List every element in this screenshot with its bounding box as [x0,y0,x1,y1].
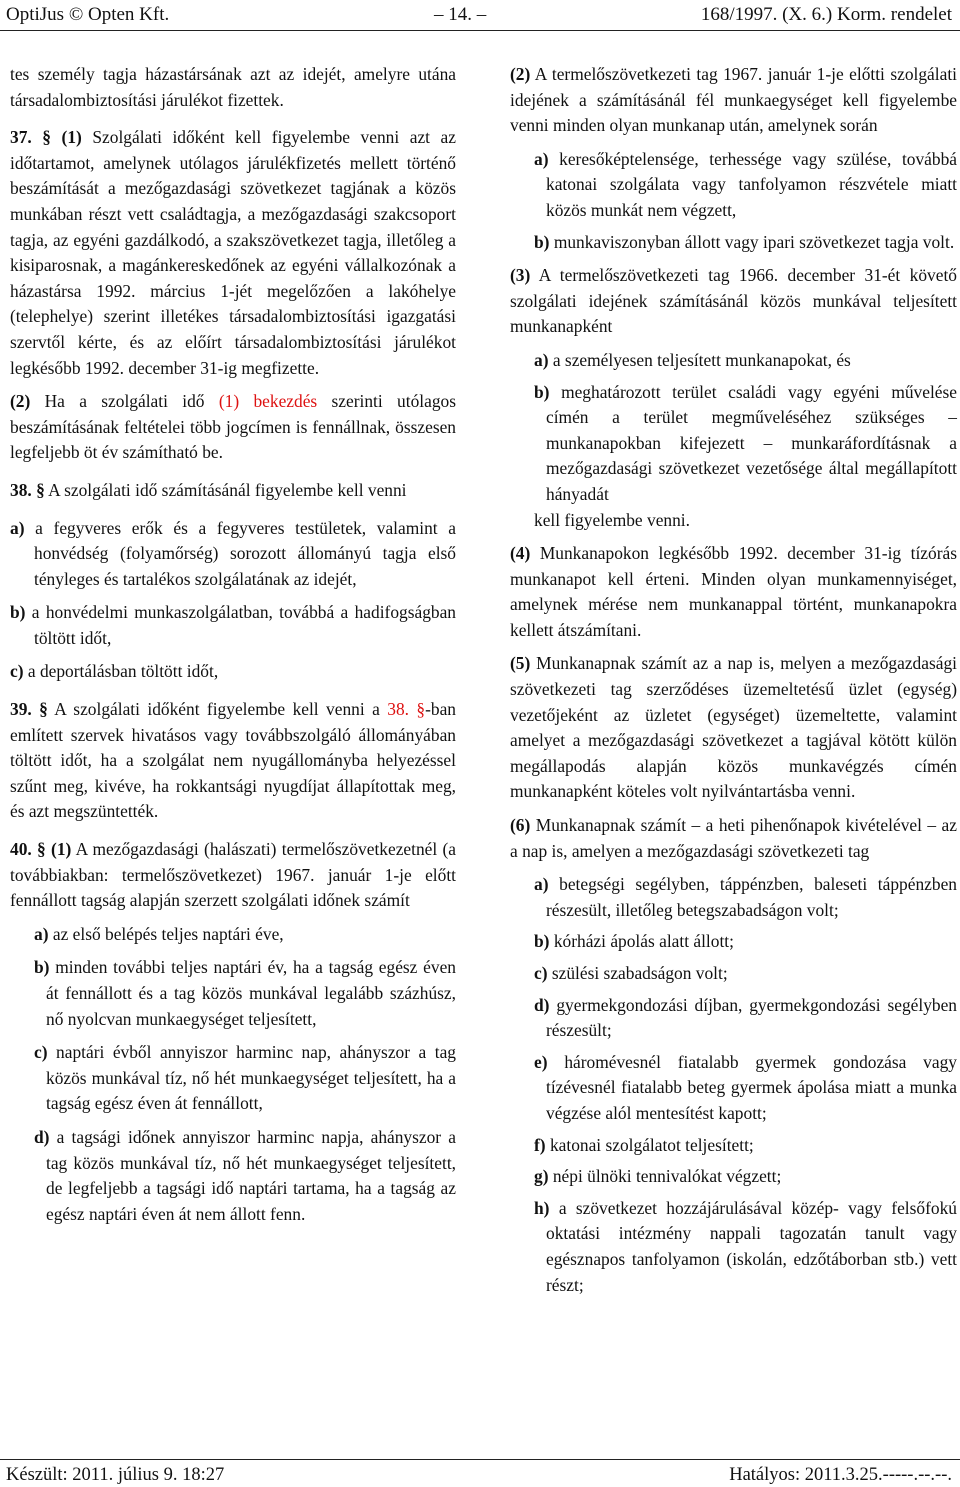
list-item-text: a honvédelmi munkaszolgálatban, továbbá a hadifogságban töltött időt, [31,602,456,648]
list-item-label: a) [34,923,49,944]
section-37-p2-label: (2) [10,391,31,412]
list-item-text: kórházi ápolás alatt állott; [553,931,734,952]
list-item-text: betegségi segélyben, táppénzben, baleseti táppénzben részesült, illetőleg betegszabadságon volt; [546,874,957,920]
list-item [534,1050,957,1127]
section-39-text-a: A szolgálati időként figyelembe kell venni a [54,699,380,720]
p4-text: Munkanapokon legkésőbb 1992. december 31-ig tízórás munkanapot kell érteni. Minden olyan munkamennyiséget, amelynek mérése nem munkanappal történt, munkanapokra kellett átszámítani. [510,543,957,640]
section-38-list [10,516,456,686]
list-item-text: háromévesnél fiatalabb gyermek gondozása vagy tízévesnél fiatalabb beteg gyermek ápolása miatt a munka végzése alól mentesítést kapott; [546,1051,957,1123]
p6-label: (6) [510,815,531,836]
list-item-label: a) [10,517,25,538]
section-38-link[interactable]: 38. § [387,699,426,720]
section-40-paragraph-6 [510,813,957,864]
header-document-title: 168/1997. (X. 6.) Korm. rendelet [700,4,952,25]
section-40-paragraph-1 [10,837,456,914]
list-item-label: a) [534,349,549,370]
p6-list [510,872,957,1298]
list-item-label: a) [534,874,549,895]
list-item-label: g) [534,1166,549,1187]
list-item-text: a fegyveres erők és a fegyveres testületek, valamint a honvédség (folyamőrség) sorozott állományú tagja első tényleges és tartalékos szolgálatának az idejét, [34,517,456,589]
list-item-text: keresőképtelensége, terhessége vagy szülése, továbbá katonai szolgálata vagy tanfolyamon részvétele miatt közös munkát nem végzett, [546,148,957,220]
list-item-text: meghatározott terület családi vagy egyéni művelése címén a terület megműveléséhez szükséges – munkanapokban kifejezett – munkaráfordításnak a mezőgazdasági szövetkezet vezetősége által megállapított hányadát [546,381,957,504]
section-37-p1-label: (1) [61,127,82,148]
section-40-paragraph-4 [510,541,957,643]
p3-text: A termelőszövetkezeti tag 1966. december 31-ét követő szolgálati idejének számításánál közös munkával teljesített munkanapként [510,265,957,337]
list-item-text: a deportálásban töltött időt, [27,661,219,682]
paragraph-1-link[interactable]: (1) bekezdés [218,391,318,412]
list-item-text: a szövetkezet hozzájárulásával közép- vagy felsőfokú oktatási intézmény nappali tagozatán tanult vagy egésznapos tanfolyamon (iskolán, edzőtáborban stb.) vett részt; [546,1197,957,1295]
p5-label: (5) [510,653,531,674]
section-37-paragraph-1 [10,125,456,381]
list-item-text: gyermekgondozási díjban, gyermekgondozási segélyben részesült; [546,994,957,1041]
p3-tail: kell figyelembe venni. [534,509,690,530]
section-40-p1-label: (1) [51,839,72,860]
section-37-p2-text-b: szerinti utólagos beszámításának feltételei több jogcímen is fennállnak, összesen legfeljebb öt év számítható be. [10,391,456,463]
section-37-p1-text: Szolgálati időként kell figyelembe venni azt az időtartamot, amelynek utólagos járulékfizetés mellett történő beszámítását a mezőgazdasági szövetkezet tagjának a közös munkában részt vett családtagja, a mezőgazdasági szakcsoport tagja, az egyéni gazdálkodó, a szakszövetkezet tagja, illetőleg a kisiparosnak, a magánkereskedőnek az egyéni vállalkozónak a házastársa 1992. március 1-jét megelőzően a lakóhelye (telephelye) szerint illetékes társadalombiztosítási igazgatási szervtől kérte, és az előírt társadalombiztosítási járulékot legkésőbb 1992. december 31-ig megfizette. [10,127,456,378]
list-item [534,872,957,923]
list-item [534,1133,957,1159]
p2-list [510,147,957,255]
list-item-text: az első belépés teljes naptári éve, [52,923,284,944]
list-item-label: f) [534,1134,546,1155]
list-item [34,955,456,1032]
p3-list [510,348,957,508]
list-item-label: c) [534,963,548,983]
list-item-label: d) [534,994,550,1015]
footer-created: Készült: 2011. július 9. 18:27 [6,1465,225,1485]
list-item-text: a tagsági időnek annyiszor harminc napja, ahányszor a tag közös munkával tíz, nő hét munkaegységet teljesített, de legfeljebb a tagsági idő naptári tartama, ha a tagság az egész naptári éven át nem állott fenn. [46,1126,456,1224]
list-item-label: h) [534,1197,550,1218]
list-item-label: b) [534,381,550,402]
list-item-label: d) [34,1126,50,1147]
list-item [34,1040,456,1117]
p5-text: Munkanapnak számít az a nap is, melyen a mezőgazdasági szövetkezeti tag szerződéses üzemeltetésű üzlet (egység) vezetőjeként az üzletet (egységet) üzemeltette, valamint amelyet a mezőgazdasági szövetkezet a tagjával kötött külön megállapodás alapján közös munkavégzés címén munkanapként köteles volt nyilvántartásba venni. [510,653,957,802]
section-38-number: 38. § [10,479,45,500]
section-40-paragraph-2 [510,62,957,139]
section-40-paragraph-5 [510,651,957,805]
section-40-paragraph-3 [510,263,957,340]
list-item-text: szülési szabadságon volt; [551,963,728,983]
list-item-text: naptári évből annyiszor harminc nap, ahányszor a tag közös munkával tíz, nő hét munkaegységet teljesített, ha a tagság egész éven át fennállott, [46,1042,456,1114]
list-item-label: e) [534,1051,548,1072]
section-38-intro [10,478,456,504]
section-40-number: 40. § [10,839,46,860]
list-item-text: a személyesen teljesített munkanapokat, és [552,349,851,370]
list-item-label: a) [534,148,549,169]
list-item [534,348,957,374]
list-item [10,516,456,593]
section-40-list [10,922,456,1228]
p2-label: (2) [510,64,531,84]
section-40-p1-text: A mezőgazdasági (halászati) termelőszövetkezetnél (a továbbiakban: termelőszövetkezet) 1967. január 1-je előtt fennállott tagság alapján szerzett szolgálati időnek számít [10,839,457,911]
list-item-text: katonai szolgálatot teljesített; [549,1134,754,1155]
list-item [34,1125,456,1227]
section-37-p2-text-a: Ha a szolgálati idő [44,391,205,412]
list-item [34,922,456,948]
page-header [0,0,960,31]
footer-effective: Hatályos: 2011.3.25.-----.--.--. [729,1465,952,1485]
p4-label: (4) [510,543,531,564]
continuation-paragraph: tes személy tagja házastársának azt az idejét, amelyre utána társadalombiztosítási járulékot fizettek. [10,64,456,110]
section-39-paragraph [10,697,456,825]
p6-text: Munkanapnak számít – a heti pihenőnapok kivételével – az a nap is, amelyen a mezőgazdasági szövetkezeti tag [510,815,957,861]
right-column [510,62,957,1298]
section-38-text: A szolgálati idő számításánál figyelembe kell venni [48,479,407,500]
header-page-number: – 14. – [434,4,487,25]
left-column [10,62,456,1227]
list-item-label: c) [10,661,24,682]
list-item [534,380,957,508]
list-item [534,1196,957,1298]
list-item-label: b) [534,931,550,952]
p2-text: A termelőszövetkezeti tag 1967. január 1-je előtti szolgálati idejének a számításánál fél munkaegységet kell figyelembe venni minden olyan munkanap után, amelynek során [510,64,957,136]
section-37-paragraph-2 [10,389,456,466]
header-publisher: OptiJus © Opten Kft. [6,4,170,25]
p3-label: (3) [510,265,531,286]
list-item-label: c) [34,1042,48,1063]
list-item [10,659,456,685]
list-item [534,1164,957,1190]
list-item [534,961,957,987]
list-item-text: munkaviszonyban állott vagy ipari szövetkezet tagja volt. [553,231,955,252]
section-37-number: 37. § [10,127,51,148]
list-item [534,929,957,955]
list-item-label: b) [34,957,50,978]
list-item-text: minden további teljes naptári év, ha a tagság egész éven át fennállott és a tag közös munkával legalább százhúsz, nő nyolcvan munkaegységet teljesített, [46,957,456,1029]
page-footer [0,1459,960,1485]
list-item-label: b) [534,231,550,252]
list-item-label: b) [10,602,26,623]
list-item [534,993,957,1044]
list-item [534,147,957,224]
list-item [10,600,456,651]
section-39-text-b: -ban említett szervek hivatásos vagy továbbszolgáló állományában töltött időt, ha a szolgálat nem nyugállományba helyezéssel szűnt meg, kivéve, ha rokkantsági nyugdíjat állapítottak meg, és azt megszüntették. [10,699,456,822]
list-item [534,230,957,256]
list-item-text: népi ülnöki tennivalókat végzett; [552,1166,782,1187]
section-39-number: 39. § [10,699,48,720]
